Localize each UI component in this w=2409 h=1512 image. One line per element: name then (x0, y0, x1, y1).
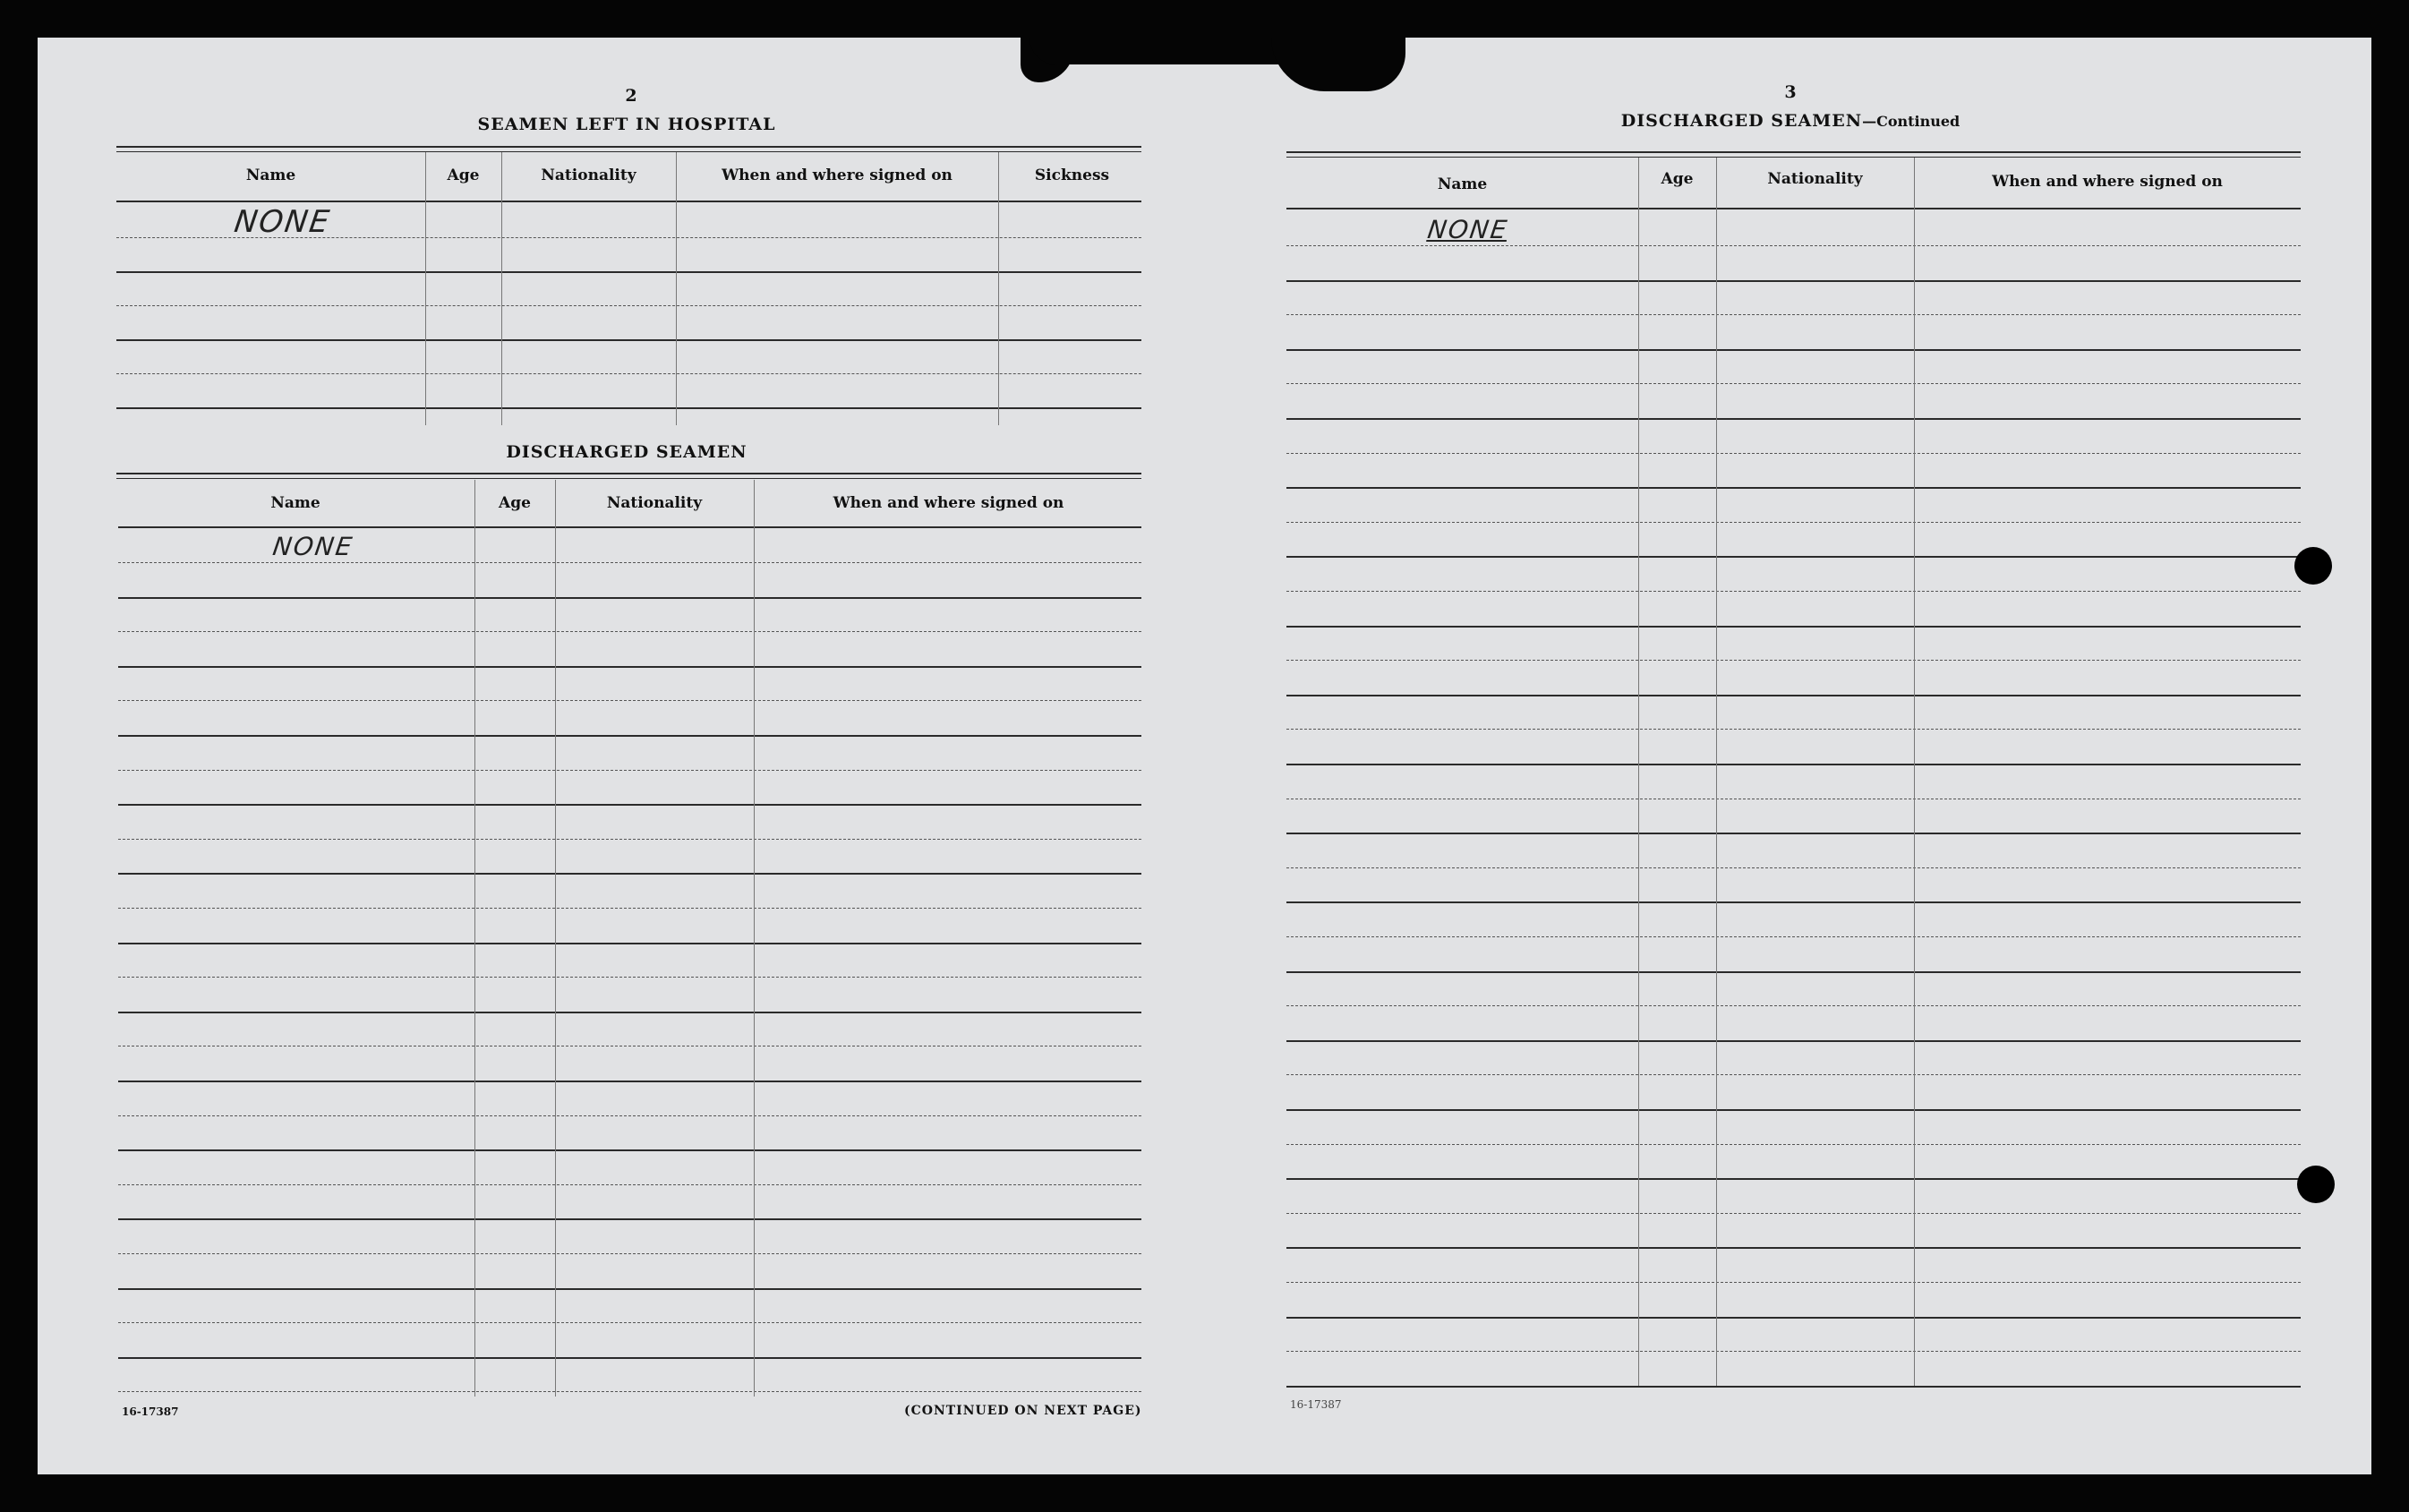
table-rule (1286, 729, 2301, 730)
column-divider (998, 152, 999, 425)
table-rule (1286, 901, 2301, 903)
column-divider (676, 152, 677, 425)
table-rule (118, 873, 1141, 875)
table-rule (116, 339, 1141, 341)
left-page (38, 38, 1201, 1474)
table-rule (1286, 936, 2301, 937)
handwritten-entry: NONE (1425, 215, 1510, 244)
table-rule (118, 1081, 1141, 1082)
col-header-signed-on: When and where signed on (722, 167, 952, 184)
table-rule (118, 526, 1141, 528)
table-rule (1286, 1005, 2301, 1006)
column-divider (754, 480, 755, 1397)
table-rule (1286, 1178, 2301, 1180)
table-rule (1286, 314, 2301, 315)
table-rule (118, 943, 1141, 944)
table-rule (1286, 487, 2301, 489)
table-rule (1286, 245, 2301, 246)
table-rule (1286, 1109, 2301, 1111)
rule (116, 151, 1141, 152)
table-rule (1286, 833, 2301, 834)
col-header-signed-on: When and where signed on (833, 494, 1064, 512)
rule (116, 478, 1141, 479)
table-rule (1286, 660, 2301, 661)
table-rule (116, 373, 1141, 374)
table-rule (1286, 1213, 2301, 1214)
table-rule (118, 908, 1141, 909)
table-rule (118, 804, 1141, 806)
table-rule (116, 271, 1141, 273)
section-title-text: DISCHARGED SEAMEN (1620, 111, 1863, 131)
page-number-right (1768, 82, 1813, 102)
table-rule (1286, 383, 2301, 384)
section-title-suffix: —Continued (1862, 113, 1961, 130)
right-page (1164, 38, 2371, 1474)
rule (116, 473, 1141, 474)
table-rule (1286, 1317, 2301, 1319)
table-rule (118, 562, 1141, 563)
table-rule (116, 407, 1141, 409)
col-header-signed-on: When and where signed on (1992, 173, 2223, 191)
section-title-discharged-continued (1567, 111, 2014, 131)
table-rule (1286, 971, 2301, 973)
page-number-left: 2 (625, 86, 637, 106)
handwritten-entry: NONE (232, 204, 333, 240)
table-rule (118, 1288, 1141, 1290)
form-number-right: 16-17387 (1290, 1398, 1342, 1411)
table-rule (1286, 764, 2301, 765)
table-rule (1286, 1144, 2301, 1145)
table-rule (1286, 453, 2301, 454)
col-header-age: Age (1661, 170, 1694, 188)
table-rule (1286, 695, 2301, 696)
handwritten-entry: NONE (270, 532, 355, 561)
section-title-hospital: SEAMEN LEFT IN HOSPITAL (477, 115, 776, 134)
column-divider (1716, 158, 1717, 1386)
rule (116, 146, 1141, 148)
column-divider (501, 152, 502, 425)
table-rule (118, 631, 1141, 632)
col-header-age: Age (447, 167, 480, 184)
table-rule (118, 1253, 1141, 1254)
table-rule (1286, 1351, 2301, 1352)
col-header-name: Name (1437, 175, 1488, 193)
col-header-name: Name (245, 167, 296, 184)
table-rule (1286, 1282, 2301, 1283)
table-rule (1286, 1247, 2301, 1249)
table-rule (1286, 349, 2301, 351)
table-rule (118, 839, 1141, 840)
table-rule (1286, 280, 2301, 282)
table-rule (1286, 867, 2301, 868)
column-divider (555, 480, 556, 1397)
col-header-nationality: Nationality (606, 494, 703, 512)
table-rule (116, 201, 1141, 202)
table-rule (1286, 522, 2301, 523)
col-header-sickness: Sickness (1034, 167, 1110, 184)
table-rule (118, 770, 1141, 771)
section-title-discharged: DISCHARGED SEAMEN (506, 442, 747, 462)
page-number-right-text: 3 (1784, 82, 1797, 102)
column-divider (474, 480, 475, 1397)
table-rule (118, 666, 1141, 668)
table-rule (1286, 418, 2301, 420)
table-rule (118, 735, 1141, 737)
table-rule (1286, 591, 2301, 592)
table-rule (118, 1115, 1141, 1116)
table-rule (116, 305, 1141, 306)
table-rule (1286, 208, 2301, 209)
table-rule (118, 1357, 1141, 1359)
continued-note: (CONTINUED ON NEXT PAGE) (904, 1404, 1142, 1418)
rule (1286, 157, 2301, 158)
table-rule (1286, 626, 2301, 628)
table-rule (118, 1218, 1141, 1220)
table-rule (1286, 556, 2301, 558)
table-rule (118, 1012, 1141, 1013)
col-header-nationality: Nationality (541, 167, 636, 184)
punch-hole (2297, 1166, 2335, 1203)
col-header-age: Age (499, 494, 531, 512)
table-rule (1286, 1386, 2301, 1388)
table-rule (1286, 1040, 2301, 1042)
table-rule (1286, 1074, 2301, 1075)
table-rule (118, 1184, 1141, 1185)
table-rule (118, 700, 1141, 701)
rule (1286, 151, 2301, 153)
column-divider (1638, 158, 1639, 1386)
table-rule (118, 977, 1141, 978)
table-rule (118, 1149, 1141, 1151)
col-header-name: Name (270, 494, 320, 512)
column-divider (425, 152, 426, 425)
punch-hole (2294, 547, 2332, 585)
col-header-nationality: Nationality (1767, 170, 1863, 188)
table-rule (118, 1391, 1141, 1392)
table-rule (118, 1322, 1141, 1323)
table-rule (118, 597, 1141, 599)
form-number-left: 16-17387 (122, 1405, 179, 1418)
column-divider (1914, 158, 1915, 1386)
